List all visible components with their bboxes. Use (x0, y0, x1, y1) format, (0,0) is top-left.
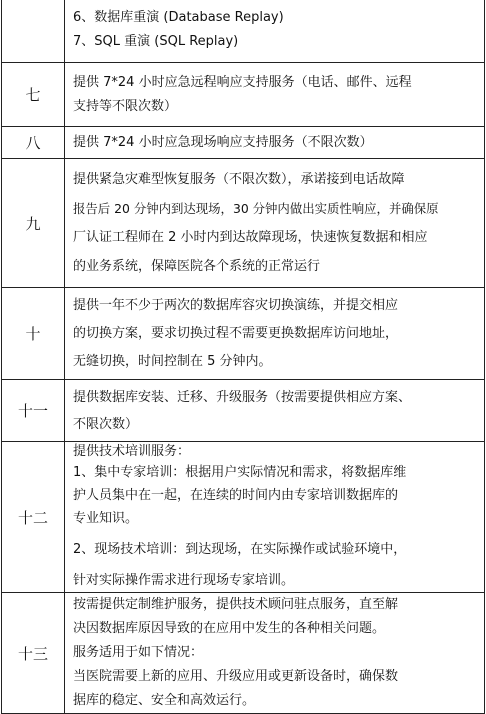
row-number: 十 (2, 288, 65, 380)
description-line: 1、集中专家培训：根据用户实际情况和需求，将数据库维 (73, 464, 407, 480)
description-line: 当医院需要上新的应用、升级应用或更新设备时，确保数 (73, 669, 399, 684)
description-line: 的切换方案，要求切换过程不需要更换数据库访问地址， (73, 325, 399, 341)
table-row (2, 380, 485, 442)
row-description (65, 288, 485, 380)
description-line: 提供技术培训服务： (73, 443, 191, 459)
description-line: 不限次数） (73, 416, 139, 432)
description-line: 据库的稳定、安全和高效运行。 (73, 693, 256, 708)
description-line: 提供 7*24 小时应急远程响应支持服务（电话、邮件、远程 (73, 74, 412, 90)
table-row (2, 127, 485, 159)
row-number: 十三 (2, 593, 65, 714)
description-line: 报告后 20 分钟内到达现场，30 分钟内做出实质性响应，并确保原 (73, 201, 439, 216)
description-line: 提供一年不少于两次的数据库容灾切换演练，并提交相应 (73, 297, 399, 313)
row-number: 九 (2, 159, 65, 288)
description-line: 护人员集中在一起，在连续的时间内由专家培训数据库的 (73, 487, 399, 503)
description-line: 支持等不限次数） (73, 98, 178, 114)
row-description (65, 127, 485, 159)
row-description (65, 442, 485, 593)
description-line: 2、现场技术培训：到达现场，在实际操作或试验环境中， (73, 541, 407, 557)
description-line: 厂认证工程师在 2 小时内到达故障现场，快速恢复数据和相应 (73, 230, 428, 245)
description-line: 提供 7*24 小时应急现场响应支持服务（不限次数） (73, 134, 373, 150)
description-line: 专业知识。 (73, 510, 139, 526)
description-line: 提供数据库安装、迁移、升级服务（按需要提供相应方案、 (73, 389, 412, 405)
description-line: 6、数据库重演 (Database Replay) (73, 10, 284, 25)
table-row (2, 159, 485, 288)
row-number: 八 (2, 127, 65, 159)
description-line: 提供紧急灾难型恢复服务（不限次数），承诺接到电话故障 (73, 172, 405, 187)
description-line: 按需提供定制维护服务，提供技术顾问驻点服务，直至解 (73, 597, 399, 612)
row-number: 十二 (2, 442, 65, 593)
table-row (2, 593, 485, 714)
table-row (2, 442, 485, 593)
table-row (2, 0, 485, 63)
table-row (2, 288, 485, 380)
description-line: 的业务系统，保障医院各个系统的正常运行 (73, 259, 321, 274)
row-number (2, 0, 65, 63)
description-line: 决因数据库原因导致的在应用中发生的各种相关问题。 (73, 621, 386, 636)
row-number: 十一 (2, 380, 65, 442)
row-description (65, 380, 485, 442)
row-description (65, 0, 485, 63)
description-line: 7、SQL 重演 (SQL Replay) (73, 34, 239, 49)
description-line: 无缝切换，时间控制在 5 分钟内。 (73, 353, 272, 369)
row-description (65, 63, 485, 127)
table-row (2, 63, 485, 127)
service-table (1, 0, 485, 714)
description-line: 针对实际操作需求进行现场专家培训。 (73, 572, 295, 588)
description-line: 服务适用于如下情况： (73, 645, 204, 660)
row-description (65, 159, 485, 288)
row-number: 七 (2, 63, 65, 127)
row-description (65, 593, 485, 714)
